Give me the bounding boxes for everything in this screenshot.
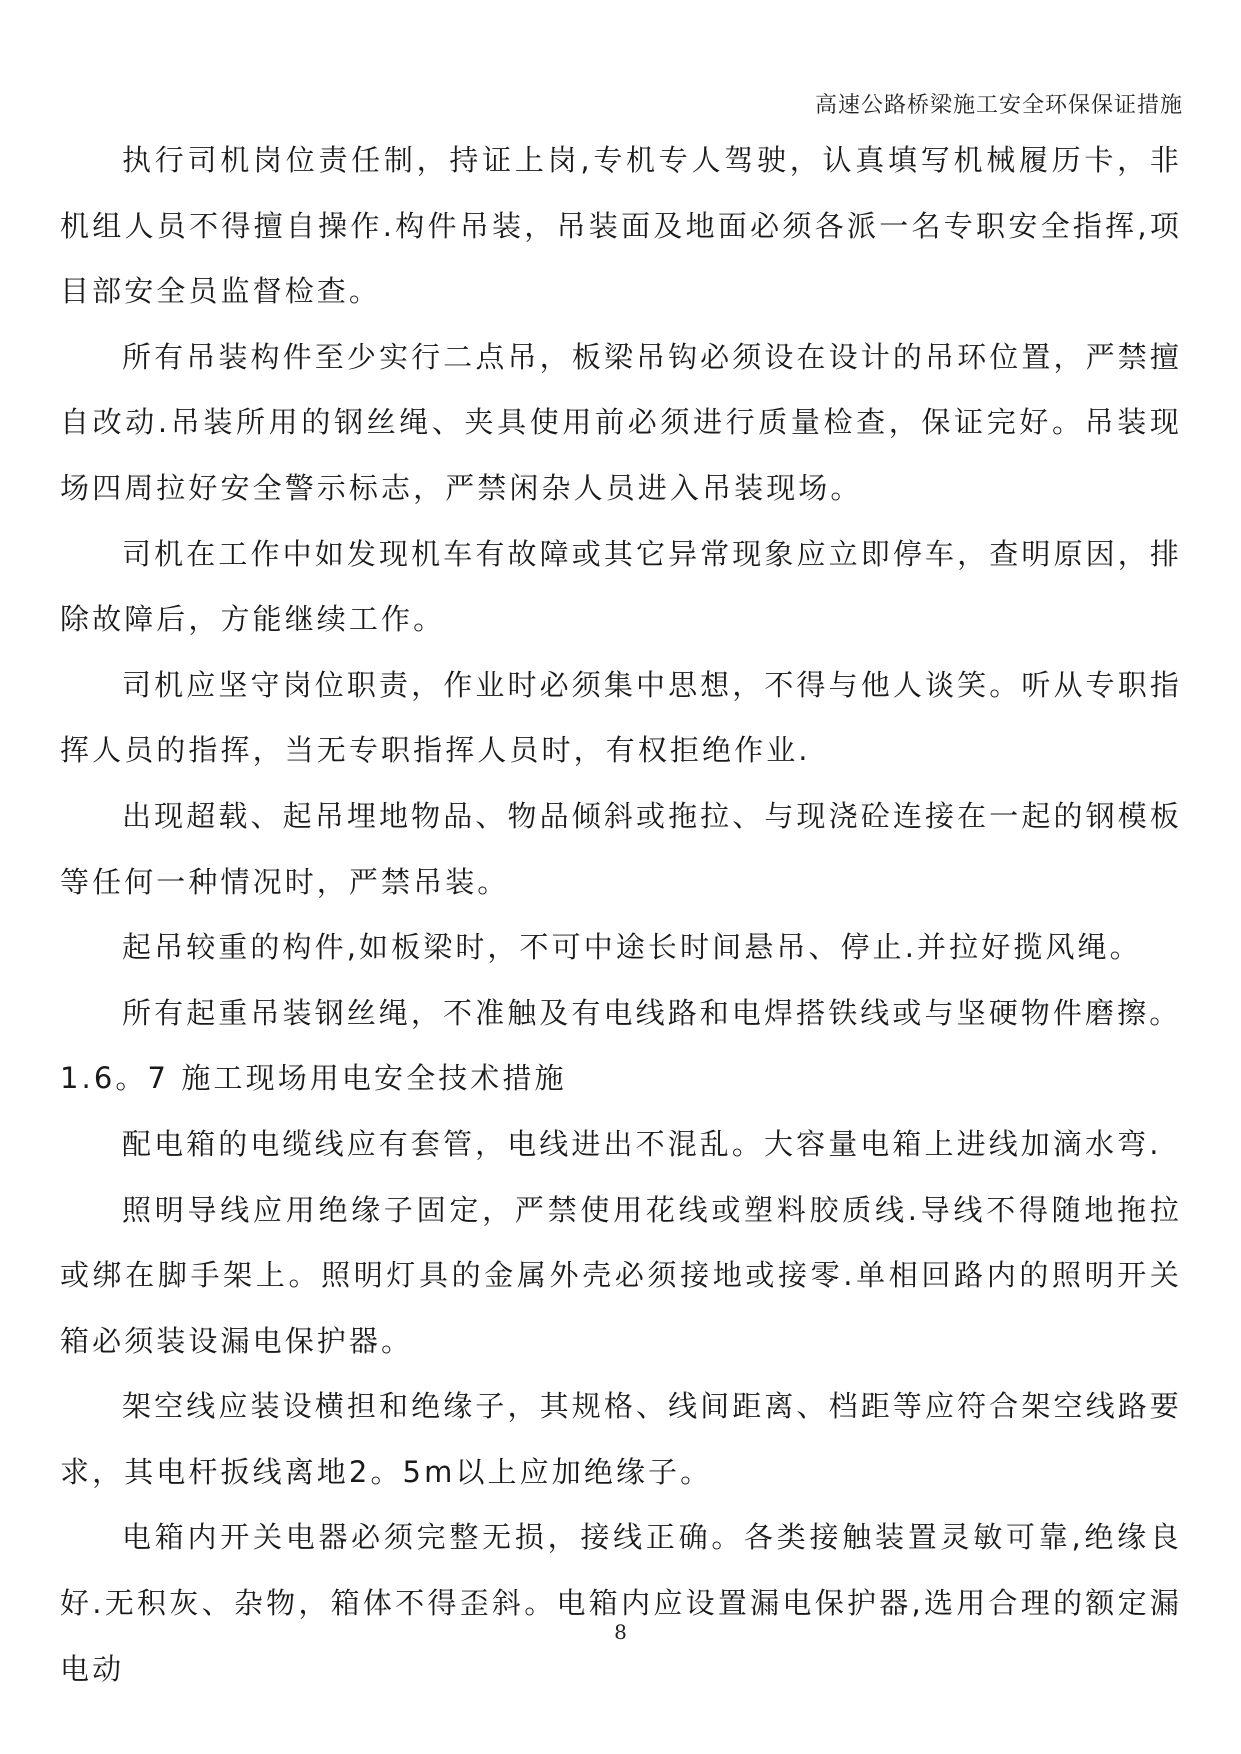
page-number: 8 xyxy=(614,1620,627,1644)
paragraph: 起吊较重的构件,如板梁时，不可中途长时间悬吊、停止.并拉好揽风绳。 xyxy=(122,930,1142,965)
paragraph: 出现超载、起吊埋地物品、物品倾斜或拖拉、与现浇砼连接在一起的钢模板等任何一种情况时，严禁吊装。 xyxy=(60,798,1182,899)
paragraph: 照明导线应用绝缘子固定，严禁使用花线或塑料胶质线.导线不得随地拖拉或绑在脚手架上。照明灯具的金属外壳必须接地或接零.单相回路内的照明开关箱必须装设漏电保护器。 xyxy=(60,1192,1182,1358)
paragraph: 所有起重吊装钢丝绳，不准触及有电线路和电焊搭铁线或与坚硬物件磨擦。 xyxy=(122,995,1182,1030)
paragraph: 配电箱的电缆线应有套管，电线进出不混乱。大容量电箱上进线加滴水弯. xyxy=(122,1126,1162,1161)
paragraph: 司机在工作中如发现机车有故障或其它异常现象应立即停车，查明原因，排除故障后，方能继续工作。 xyxy=(60,536,1182,637)
body-text xyxy=(60,128,1182,1702)
paragraph: 司机应坚守岗位职责，作业时必须集中思想，不得与他人谈笑。听从专职指挥人员的指挥，当无专职指挥人员时，有权拒绝作业. xyxy=(60,667,1182,768)
paragraph: 所有吊装构件至少实行二点吊，板梁吊钩必须设在设计的吊环位置，严禁擅自改动.吊装所用的钢丝绳、夹具使用前必须进行质量检查，保证完好。吊装现场四周拉好安全警示标志，严禁闲杂人员进入吊装现场。 xyxy=(60,339,1182,505)
paragraph: 架空线应装设横担和绝缘子，其规格、线间距离、档距等应符合架空线路要求，其电杆扳线离地2。5m以上应加绝缘子。 xyxy=(60,1389,1182,1489)
section-heading: 1.6。7 施工现场用电安全技术措施 xyxy=(60,1061,567,1096)
paragraph: 执行司机岗位责任制，持证上岗,专机专人驾驶，认真填写机械履历卡，非机组人员不得擅自操作.构件吊装，吊装面及地面必须各派一名专职安全指挥,项目部安全员监督检查。 xyxy=(60,143,1182,309)
paragraph: 电箱内开关电器必须完整无损，接线正确。各类接触装置灵敏可靠,绝缘良好.无积灰、杂物，箱体不得歪斜。电箱内应设置漏电保护器,选用合理的额定漏电动 xyxy=(60,1520,1182,1686)
running-header: 高速公路桥梁施工安全环保保证措施 xyxy=(814,93,1183,118)
